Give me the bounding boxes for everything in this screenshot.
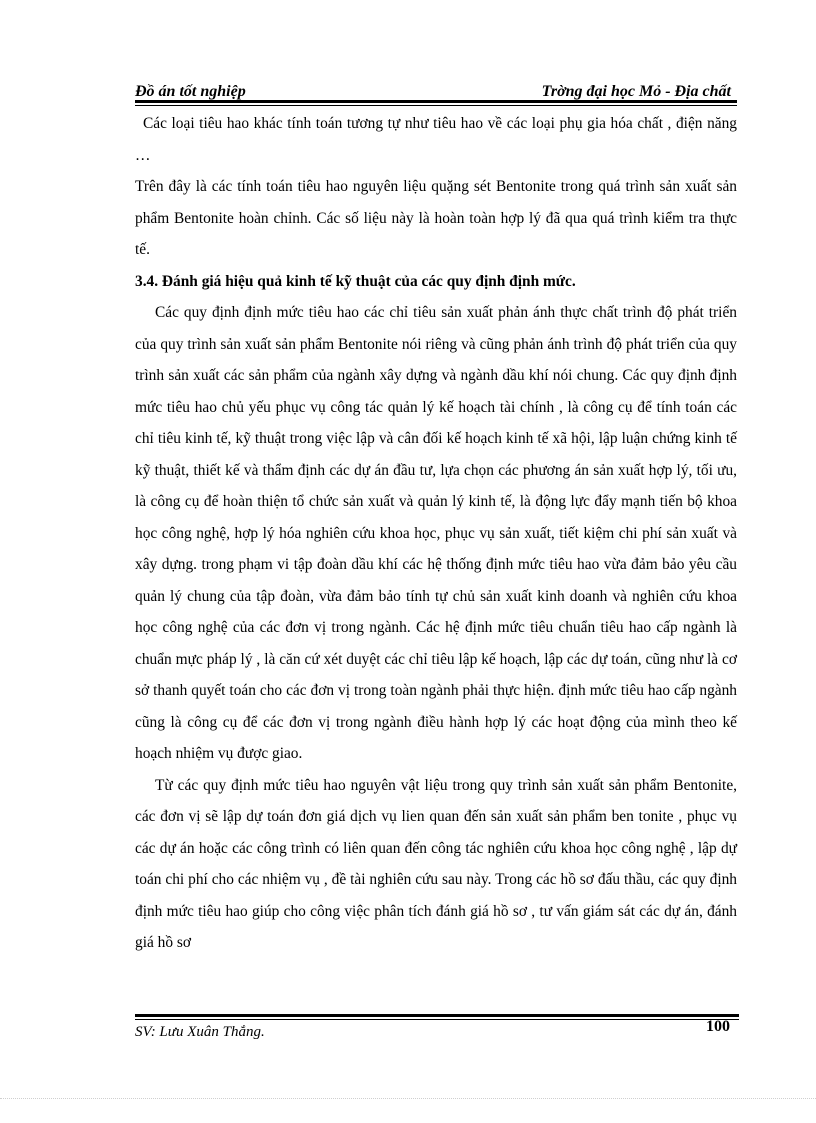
- header-thesis-label: Đồ án tốt nghiệp: [135, 83, 246, 100]
- page-body: [135, 108, 737, 959]
- page-header: [135, 80, 737, 102]
- page-bottom-edge: [0, 1098, 816, 1099]
- section-heading: 3.4. Đánh giá hiệu quả kinh tế kỹ thuật của các quy định định mức.: [135, 272, 576, 290]
- page-number: 100: [706, 1018, 730, 1035]
- footer-student-name: SV: Lưu Xuân Thắng.: [135, 1024, 265, 1040]
- paragraph-application: Từ các quy định mức tiêu hao nguyên vật liệu trong quy trình sản xuất sản phẩm Bentonite, các đơn vị sẽ lập dự toán đơn giá dịch vụ lien quan đến sản xuất sản phẩm ben tonite , phục vụ các dự án hoặc các công trình có liên quan đến công tác nghiên cứu khoa học công nghệ , lập dự toán chi phí cho các nhiệm vụ , đề tài nghiên cứu sau này. Trong các hồ sơ đấu thầu, các quy định định mức tiêu hao giúp cho công việc phân tích đánh giá hồ sơ , tư vấn giám sát các dự án, đánh giá hồ sơ: [135, 776, 737, 951]
- paragraph-summary: Trên đây là các tính toán tiêu hao nguyên liệu quặng sét Bentonite trong quá trình sản xuất sản phẩm Bentonite hoàn chỉnh. Các số liệu này là hoàn toàn hợp lý đã qua quá trình kiểm tra thực tế.: [135, 178, 737, 258]
- header-university: Trờng đại học Mỏ - Địa chất: [541, 83, 731, 100]
- footer-divider: [135, 1014, 739, 1020]
- paragraph-other-consumption: Các loại tiêu hao khác tính toán tương tự như tiêu hao về các loại phụ gia hóa chất , điện năng …: [135, 115, 737, 164]
- header-divider: [135, 100, 737, 106]
- paragraph-evaluation: Các quy định định mức tiêu hao các chỉ tiêu sản xuất phản ánh thực chất trình độ phát triển của quy trình sản xuất sản phẩm Bentonite nói riêng và cũng phản ánh trình độ phát triển của quy trình sản xuất các sản phẩm của ngành xây dựng và ngành dầu khí nói chung. Các quy định định mức tiêu hao chủ yếu phục vụ công tác quản lý kế hoạch tài chính , là công cụ để tính toán các chỉ tiêu kinh tế, kỹ thuật trong việc lập và cân đối kế hoạch kinh tế xã hội, lập luận chứng kinh tế kỹ thuật, thiết kế và thẩm định các dự án đầu tư, lựa chọn các phương án sản xuất hợp lý, tối ưu, là công cụ để hoàn thiện tổ chức sản xuất và quản lý kinh tế, là động lực đẩy mạnh tiến bộ khoa học công nghệ, hợp lý hóa nghiên cứu khoa học, phục vụ sản xuất, tiết kiệm chi phí sản xuất và xây dựng. trong phạm vi tập đoàn dầu khí các hệ thống định mức tiêu hao vừa đảm bảo yêu cầu quản lý chung của tập đoàn, vừa đảm bảo tính tự chủ sản xuất kinh doanh và nghiên cứu khoa học công nghệ của các đơn vị trong ngành. Các hệ định mức tiêu chuẩn tiêu hao cấp ngành là chuẩn mực pháp lý , là căn cứ xét duyệt các chỉ tiêu lập kế hoạch, lập các dự toán, cũng như là cơ sở thanh quyết toán cho các đơn vị trong toàn ngành phải thực hiện. định mức tiêu hao cấp ngành cũng là công cụ để các đơn vị trong ngành điều hành hợp lý các hoạt động của mình theo kế hoạch nhiệm vụ được giao.: [135, 304, 737, 762]
